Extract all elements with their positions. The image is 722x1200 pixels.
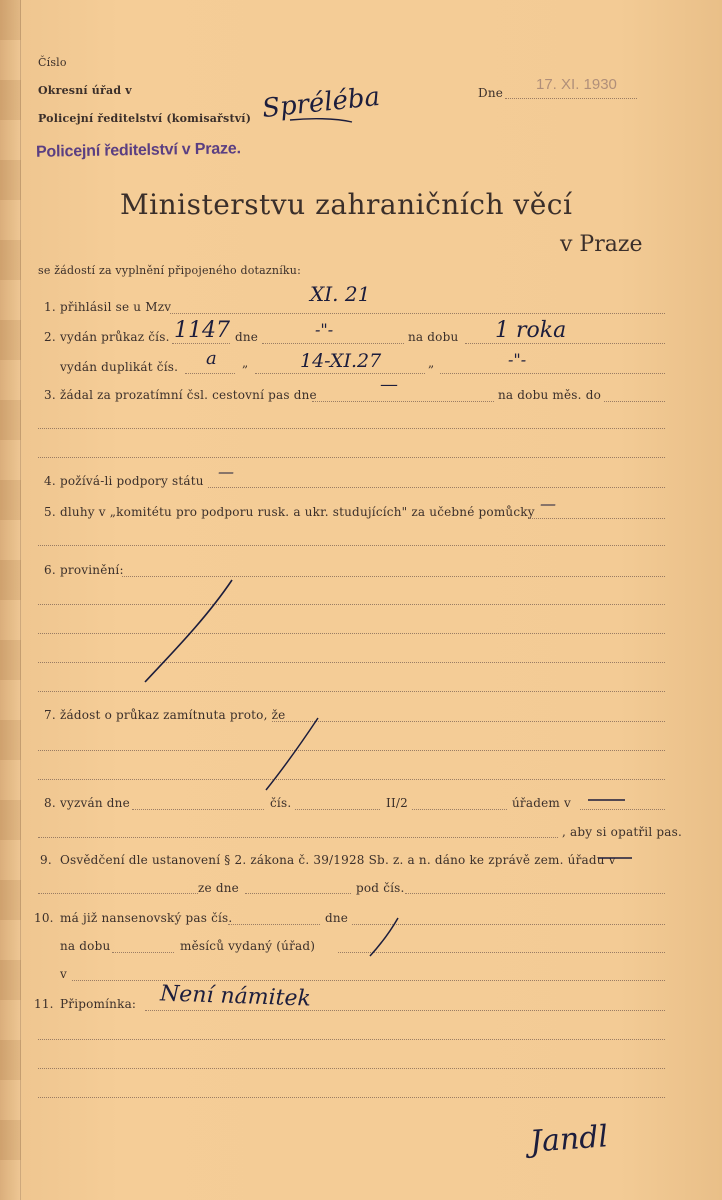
item-2b-date-value: 14-XI.27	[300, 350, 382, 372]
item-2b-na-dobu-value: -"-	[508, 350, 527, 369]
item-7-label: žádost o průkaz zamítnuta proto, že	[60, 708, 286, 722]
item-7-number: 7.	[44, 708, 56, 722]
police-stamp: Policejní ředitelství v Praze.	[35, 140, 241, 161]
item-5-value: —	[540, 494, 556, 513]
item-2-dne-value: -"-	[315, 320, 334, 339]
item-4-label: požívá-li podpory státu	[60, 474, 204, 488]
item-8-number: 8.	[44, 796, 56, 810]
intro-text: se žádostí za vyplnění připojeného dotazníku:	[38, 264, 301, 277]
office-underline	[290, 119, 352, 122]
handwritten-office: Spréléba	[260, 81, 382, 125]
item-10-label: má již nansenovský pas čís.	[60, 911, 233, 925]
item-1-value: XI. 21	[310, 282, 371, 306]
item-2-value-no: 1147	[174, 318, 230, 343]
item-8-cis-label: čís.	[270, 796, 292, 810]
item-2b-value-no: a	[206, 348, 217, 369]
item-3-label: žádal za prozatímní čsl. cestovní pas dne	[60, 388, 317, 402]
item-10-slash	[370, 918, 398, 956]
zamitnuta-slash	[266, 718, 318, 790]
document-title: Ministerstvu zahraničních věcí	[120, 188, 573, 221]
provineni-slash	[145, 580, 232, 682]
item-1-number: 1.	[44, 300, 56, 314]
item-5-label: dluhy v „komitétu pro podporu rusk. a ukr. studujících" za učebné pomůcky	[60, 505, 535, 519]
item-2b-quote-mark: „	[242, 356, 249, 370]
item-4-number: 4.	[44, 474, 56, 488]
item-3-na-dobu-label: na dobu měs. do	[498, 388, 602, 402]
item-1-label: přihlásil se u Mzv	[60, 300, 172, 314]
item-10-number: 10.	[34, 911, 54, 925]
item-2-dne-label: dne	[235, 330, 259, 344]
document-subtitle: v Praze	[560, 232, 643, 257]
item-2-na-dobu-value: 1 roka	[495, 318, 567, 343]
item-8-uradem-label: úřadem v	[512, 796, 571, 810]
item-2b-quote-mark-2: „	[428, 356, 435, 370]
item-2-label: vydán průkaz čís.	[60, 330, 170, 344]
item-10-dne-label: dne	[325, 911, 349, 925]
date-stamp: 17. XI. 1930	[536, 76, 617, 93]
item-11-number: 11.	[34, 997, 54, 1011]
item-11-value: Není námitek	[159, 981, 312, 1012]
item-3-number: 3.	[44, 388, 56, 402]
item-6-label: provinění:	[60, 563, 124, 577]
item-3-value: —	[380, 374, 398, 395]
okresni-urad-label: Okresní úřad v	[38, 84, 132, 97]
item-4-value: —	[218, 462, 234, 481]
item-2-number: 2.	[44, 330, 56, 344]
item-11-label: Připomínka:	[60, 997, 137, 1011]
policejni-reditelstvi-label: Policejní ředitelství (komisařství)	[38, 112, 252, 125]
dne-label: Dne	[478, 86, 504, 100]
item-8-label: vyzván dne	[60, 796, 130, 810]
item-10-v-label: v	[60, 967, 67, 981]
item-9-pod-cis-label: pod čís.	[356, 881, 405, 895]
item-8-ref: II/2	[386, 796, 408, 810]
signature: Jandl	[528, 1119, 610, 1160]
item-10-mesicu-label: měsíců vydaný (úřad)	[180, 939, 316, 953]
item-9-number: 9.	[40, 853, 52, 867]
item-9-ze-dne-label: ze dne	[198, 881, 239, 895]
item-2b-label: vydán duplikát čís.	[60, 360, 179, 374]
item-9-label: Osvědčení dle ustanovení § 2. zákona č. 39/1928 Sb. z. a n. dáno ke zprávě zem. úřadu v	[60, 853, 616, 867]
item-6-number: 6.	[44, 563, 56, 577]
item-10-na-dobu-label: na dobu	[60, 939, 111, 953]
item-8-end-text: , aby si opatřil pas.	[562, 825, 682, 839]
item-5-number: 5.	[44, 505, 56, 519]
item-2-na-dobu-label: na dobu	[408, 330, 459, 344]
cislo-label: Číslo	[38, 56, 67, 69]
